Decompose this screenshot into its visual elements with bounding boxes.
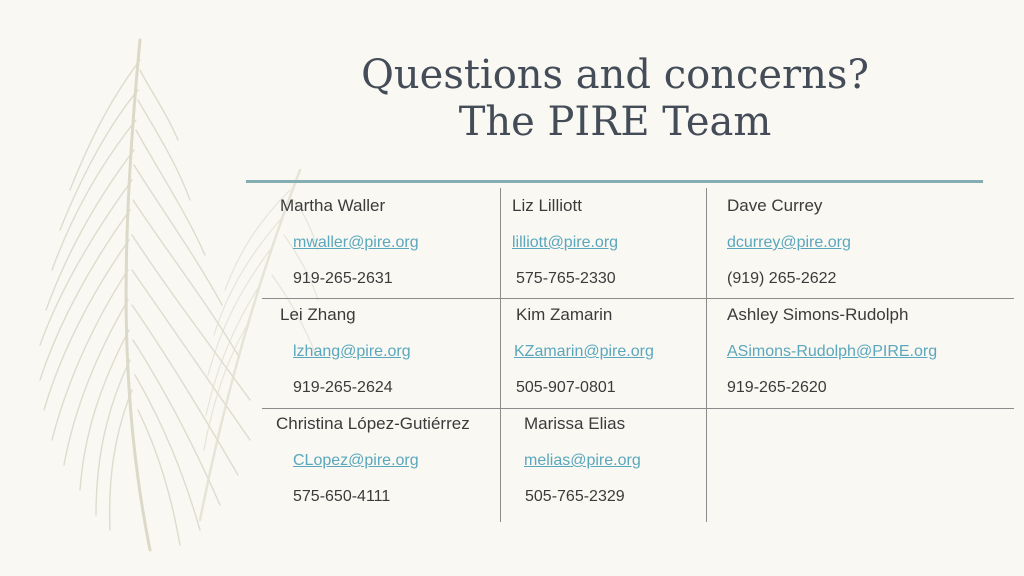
contact-name: Lei Zhang bbox=[280, 305, 356, 324]
contact-name: Kim Zamarin bbox=[516, 305, 613, 324]
contact-phone: 505-907-0801 bbox=[516, 379, 616, 396]
contact-name: Ashley Simons-Rudolph bbox=[727, 305, 909, 324]
contact-phone: 575-765-2330 bbox=[516, 270, 616, 287]
contact-phone: 919-265-2620 bbox=[727, 379, 827, 396]
page-title bbox=[250, 52, 980, 146]
contact-email-link[interactable]: CLopez@pire.org bbox=[293, 452, 419, 469]
contact-email-link[interactable]: lilliott@pire.org bbox=[512, 234, 619, 251]
contact-phone: 505-765-2329 bbox=[525, 488, 625, 505]
contact-email-link[interactable]: mwaller@pire.org bbox=[293, 234, 419, 251]
row-divider bbox=[262, 408, 1014, 409]
contact-email-link[interactable]: ASimons-Rudolph@PIRE.org bbox=[727, 343, 938, 360]
row-divider bbox=[262, 298, 1014, 299]
contact-name: Liz Lilliott bbox=[512, 196, 582, 215]
title-line-1: Questions and concerns? bbox=[361, 52, 869, 98]
column-divider bbox=[706, 188, 707, 522]
title-line-2: The PIRE Team bbox=[458, 99, 772, 145]
contact-name: Dave Currey bbox=[727, 196, 823, 215]
contact-phone: 575-650-4111 bbox=[293, 488, 391, 505]
contact-phone: (919) 265-2622 bbox=[727, 270, 837, 287]
contact-phone: 919-265-2631 bbox=[293, 270, 393, 287]
contact-name: Christina López-Gutiérrez bbox=[276, 414, 470, 433]
title-divider bbox=[246, 180, 983, 183]
column-divider bbox=[500, 188, 501, 522]
contact-name: Martha Waller bbox=[280, 196, 386, 215]
contact-email-link[interactable]: dcurrey@pire.org bbox=[727, 234, 851, 251]
contact-email-link[interactable]: lzhang@pire.org bbox=[293, 343, 411, 360]
contact-email-link[interactable]: melias@pire.org bbox=[524, 452, 641, 469]
contact-email-link[interactable]: KZamarin@pire.org bbox=[514, 343, 654, 360]
contact-phone: 919-265-2624 bbox=[293, 379, 393, 396]
contact-name: Marissa Elias bbox=[524, 414, 626, 433]
